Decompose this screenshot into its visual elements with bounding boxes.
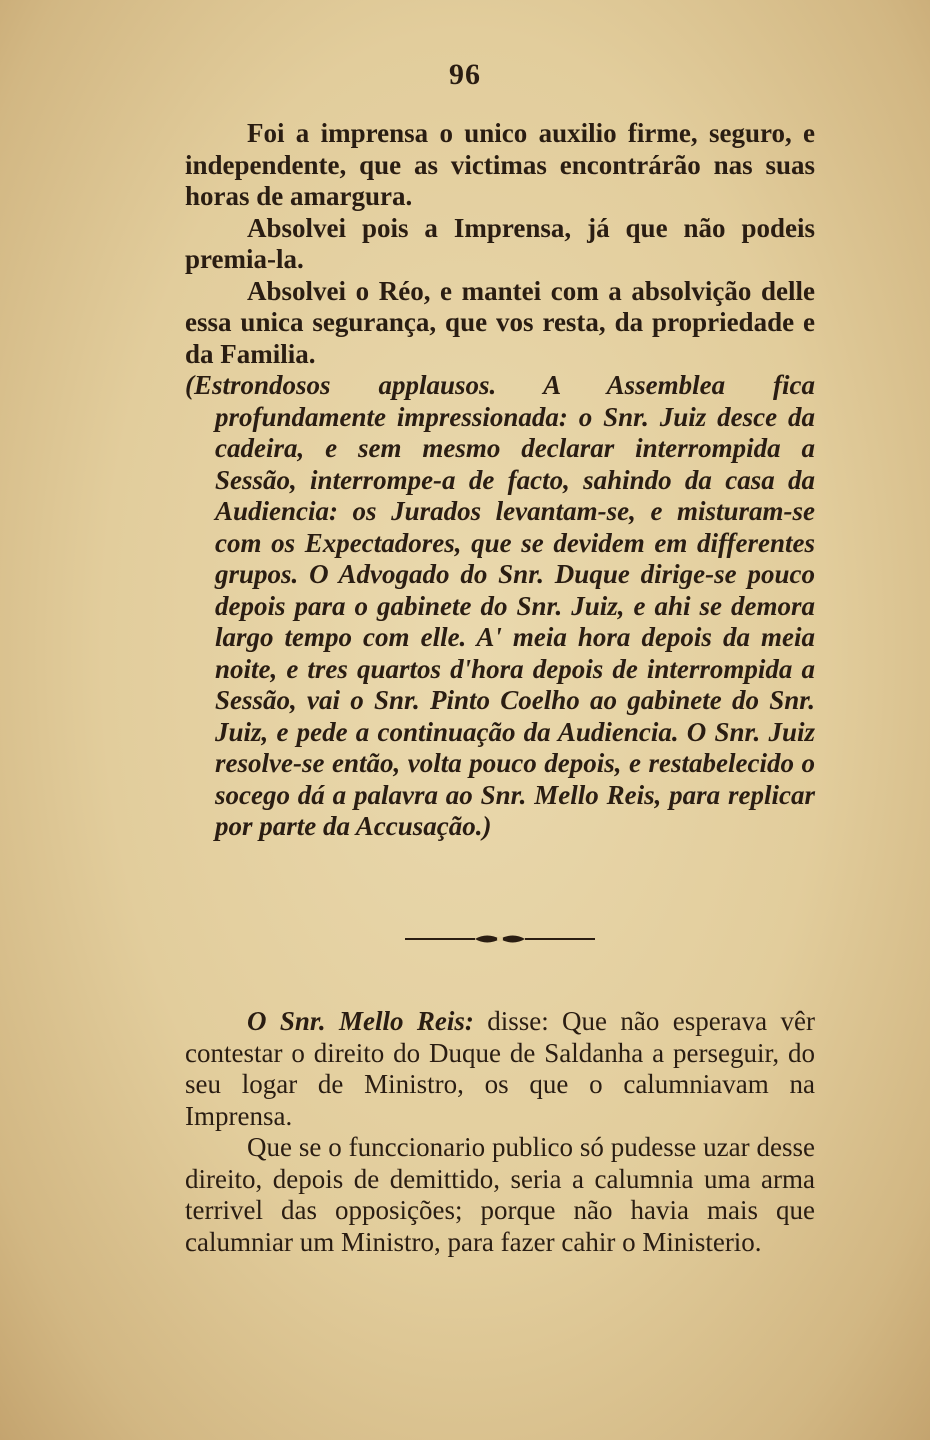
ornamental-divider — [405, 928, 595, 950]
page-number: 96 — [449, 58, 481, 91]
mello-reis-reply — [185, 1006, 815, 1258]
paragraph: Absolvei o Réo, e mantei com a absolvição delle essa unica segurança, que vos resta, da propriedade e da Familia. — [185, 275, 815, 369]
paragraph — [185, 1006, 815, 1132]
paragraph: Foi a imprensa o unico auxilio firme, seguro, e independente, que as victimas encontrárão nas suas horas de amargura. — [185, 118, 815, 211]
paragraph: Que se o funccionario publico só pudesse uzar desse direito, depois de demittido, seria a calumnia uma arma terrivel das opposições; porque não havia mais que calumniar um Ministro, para fazer cahir o Ministerio. — [185, 1132, 815, 1257]
speech-conclusion — [185, 118, 815, 843]
paragraph: Absolvei pois a Imprensa, já que não podeis premia-la. — [185, 212, 815, 274]
speaker-name: O Snr. Mello Reis: — [247, 1006, 474, 1036]
stage-direction: (Estrondosos applausos. A Assemblea fica profundamente impressionada: o Snr. Juiz desce da cadeira, e sem mesmo declarar interrompida a Sessão, interrompe-a de facto, sahindo da casa da Audiencia: os Jurados levantam-se, e misturam-se com os Expectadores, que se devidem em differentes grupos. O Advogado do Snr. Duque dirige-se pouco depois para o gabinete do Snr. Juiz, e ahi se demora largo tempo com elle. A' meia hora depois da meia noite, e tres quartos d'hora depois de interrompida a Sessão, vai o Snr. Pinto Coelho ao gabinete do Snr. Juiz, e pede a continuação da Audiencia. O Snr. Juiz resolve-se então, volta pouco depois, e restabelecido o socego dá a palavra ao Snr. Mello Reis, para replicar por parte da Accusação.) — [185, 370, 815, 841]
paragraph-text: disse: Que não esperava vêr contestar o direito do Duque de Saldanha a perseguir, do seu logar de Ministro, os que o calumniavam na Imprensa. — [185, 1006, 815, 1131]
